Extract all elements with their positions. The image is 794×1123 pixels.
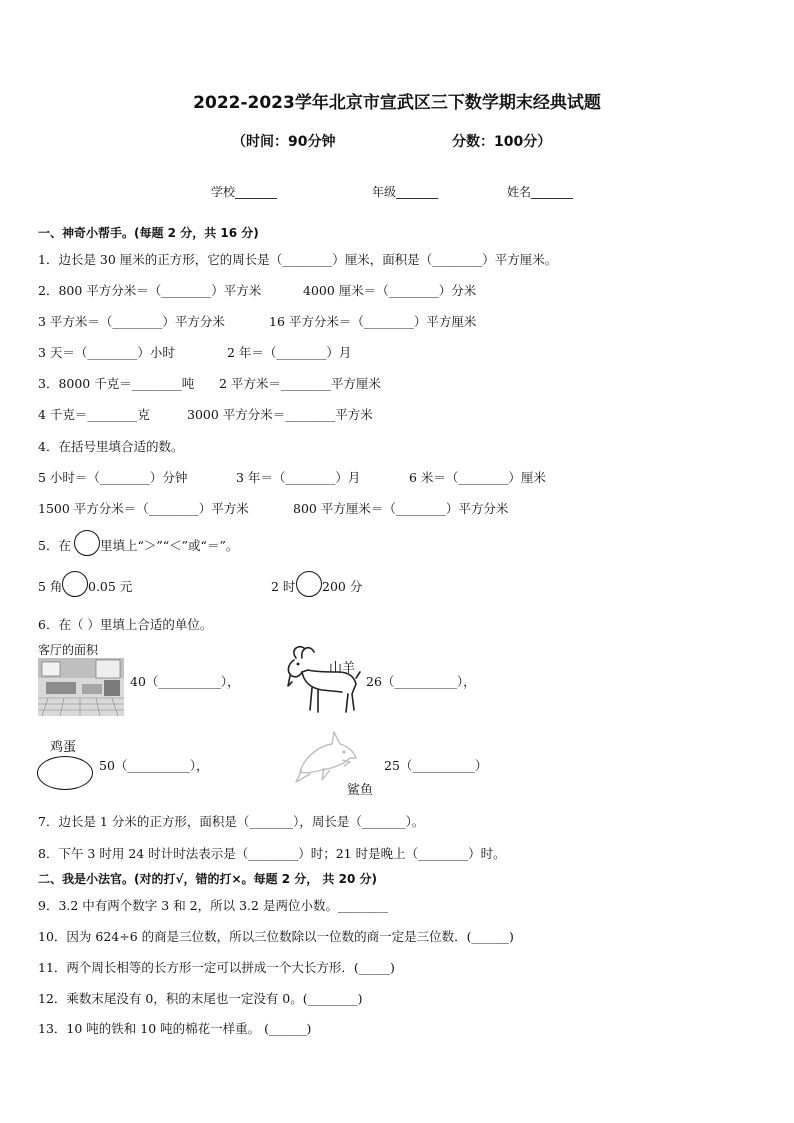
question-6-egg: 50（__________），	[99, 758, 209, 773]
shark-caption: 鲨鱼	[347, 783, 374, 798]
question-6-goat: 26（__________），	[366, 674, 476, 689]
section-2-heading: 二、我是小法官。(对的打√，错的打×。每题 2 分， 共 20 分)	[38, 872, 377, 886]
question-5a-right: 0.05 元	[88, 579, 133, 594]
question-2f: 2 年＝（________）月	[227, 345, 352, 360]
question-9: 9．3.2 中有两个数字 3 和 2，所以 3.2 是两位小数。________	[38, 898, 388, 913]
question-1: 1．边长是 30 厘米的正方形，它的周长是（________）厘米，面积是（________）平方厘米。	[38, 252, 558, 267]
living-room-caption: 客厅的面积	[38, 643, 99, 657]
question-4d: 1500 平方分米＝（________）平方米	[38, 501, 249, 516]
question-6: 6．在（ ）里填上合适的单位。	[38, 617, 213, 632]
question-5b-left: 2 时	[271, 579, 296, 594]
question-3b: 2 平方米＝________平方厘米	[219, 376, 381, 391]
compare-circle-5b[interactable]	[296, 571, 322, 597]
question-2b: 4000 厘米＝（________）分米	[303, 283, 477, 298]
question-10: 10．因为 624÷6 的商是三位数，所以三位数除以一位数的商一定是三位数．(______)	[38, 929, 514, 944]
question-6-living-room: 40（__________），	[130, 674, 240, 689]
page-title: 2022-2023学年北京市宣武区三下数学期末经典试题	[193, 93, 601, 113]
question-3d: 3000 平方分米＝________平方米	[187, 407, 373, 422]
question-6-shark: 25（__________）	[384, 758, 488, 773]
goat-caption: 山羊	[329, 661, 356, 676]
question-11: 11．两个周长相等的长方形一定可以拼成一个大长方形．(_____)	[38, 960, 395, 975]
question-5a-left: 5 角	[38, 579, 63, 594]
question-4e: 800 平方厘米＝（________）平方分米	[293, 501, 509, 516]
egg-caption: 鸡蛋	[50, 740, 77, 755]
question-8: 8．下午 3 时用 24 时计时法表示是（________）时；21 时是晚上（________）时。	[38, 846, 506, 861]
section-1-heading: 一、神奇小帮手。(每题 2 分，共 16 分)	[38, 226, 259, 240]
question-2d: 16 平方分米＝（________）平方厘米	[269, 314, 477, 329]
question-2a: 2．800 平方分米＝（________）平方米	[38, 283, 262, 298]
school-field[interactable]: 学校_______	[211, 185, 278, 199]
question-12: 12．乘数末尾没有 0，积的末尾也一定没有 0。(________)	[38, 991, 363, 1006]
goat-image	[282, 642, 362, 718]
question-7: 7．边长是 1 分米的正方形，面积是（_______），周长是（_______）。	[38, 814, 425, 829]
egg-image	[37, 756, 93, 790]
compare-circle-example	[74, 530, 100, 556]
question-5b-right: 200 分	[322, 579, 363, 594]
question-2e: 3 天＝（________）小时	[38, 345, 175, 360]
question-5-instruction: 里填上“＞”“＜”或“＝”。	[100, 538, 239, 553]
question-5-prefix: 5．在	[38, 538, 71, 553]
question-13: 13．10 吨的铁和 10 吨的棉花一样重。 (______)	[38, 1021, 312, 1036]
living-room-image	[38, 658, 124, 716]
exam-time: （时间：90分钟	[232, 134, 336, 150]
compare-circle-5a[interactable]	[62, 571, 88, 597]
name-field[interactable]: 姓名_______	[507, 185, 574, 199]
exam-score: 分数：100分）	[452, 134, 552, 150]
question-3a: 3．8000 千克＝________吨	[38, 376, 195, 391]
question-4b: 3 年＝（________）月	[236, 470, 361, 485]
question-3c: 4 千克＝________克	[38, 407, 150, 422]
question-4: 4．在括号里填合适的数。	[38, 439, 184, 454]
grade-field[interactable]: 年级_______	[372, 185, 439, 199]
question-4c: 6 米＝（________）厘米	[409, 470, 546, 485]
question-2c: 3 平方米＝（________）平方分米	[38, 314, 225, 329]
question-4a: 5 小时＝（________）分钟	[38, 470, 188, 485]
